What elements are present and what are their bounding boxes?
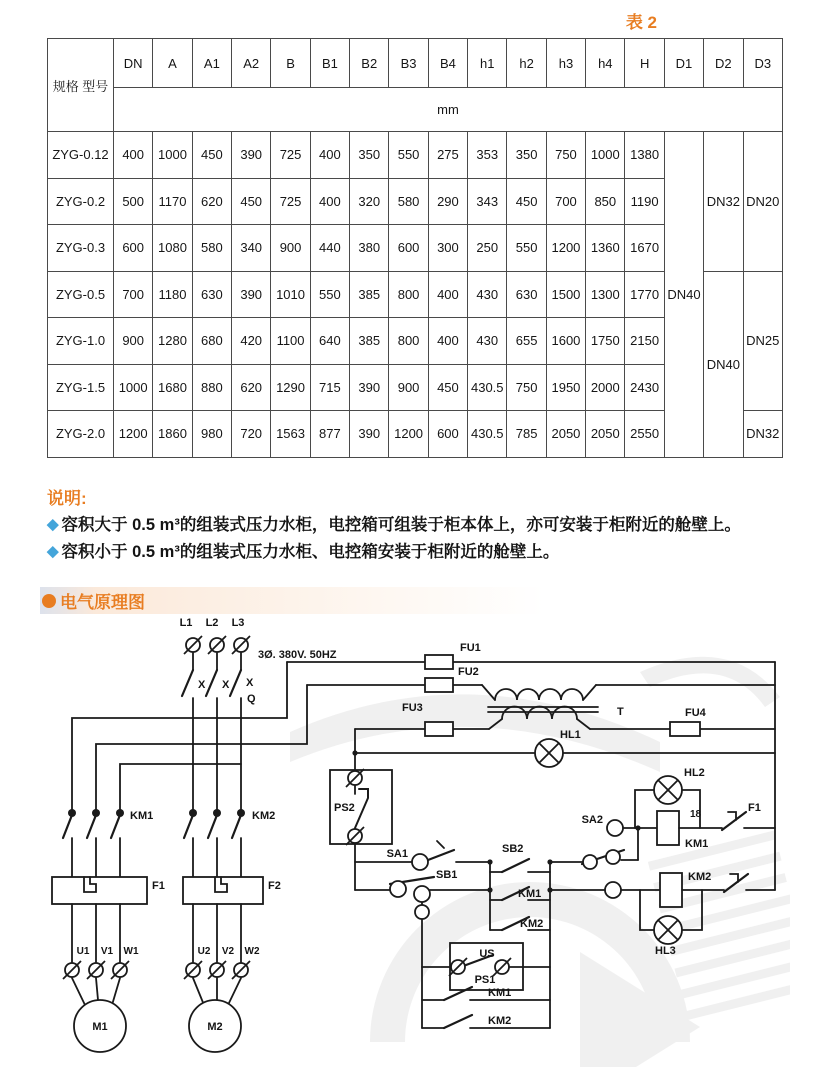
table-cell: 880 bbox=[192, 364, 231, 411]
table-cell: 580 bbox=[192, 225, 231, 272]
hl1-label: HL1 bbox=[560, 729, 581, 741]
table-cell: 750 bbox=[546, 132, 585, 179]
table-cell: 600 bbox=[428, 411, 467, 458]
table-cell: 1190 bbox=[625, 178, 664, 225]
table-cell-d2: DN32 bbox=[704, 132, 743, 272]
table-cell: 725 bbox=[271, 132, 310, 179]
table-cell: 1180 bbox=[153, 271, 192, 318]
table-cell: 800 bbox=[389, 271, 428, 318]
unit-cell: mm bbox=[114, 88, 783, 132]
table-cell: 385 bbox=[350, 271, 389, 318]
table-cell: 1360 bbox=[586, 225, 625, 272]
table-cell: 390 bbox=[350, 364, 389, 411]
ps2-label: PS2 bbox=[334, 802, 355, 814]
t-label: T bbox=[617, 706, 624, 718]
fu4-label: FU4 bbox=[685, 707, 706, 719]
table-cell: 1750 bbox=[586, 318, 625, 365]
row-header: ZYG-2.0 bbox=[48, 411, 114, 458]
diamond-bullet-icon: ◆ bbox=[47, 516, 59, 533]
sa1-label: SA1 bbox=[386, 848, 408, 860]
terminal-L3 bbox=[232, 636, 250, 654]
diamond-bullet-icon: ◆ bbox=[47, 543, 59, 560]
table-cell: 900 bbox=[114, 318, 153, 365]
table-cell: 1000 bbox=[153, 132, 192, 179]
note-item bbox=[47, 513, 802, 537]
column-header: B3 bbox=[389, 39, 428, 88]
table-cell: 980 bbox=[192, 411, 231, 458]
table-cell: 430 bbox=[468, 271, 507, 318]
table-cell: 580 bbox=[389, 178, 428, 225]
table-cell: 1670 bbox=[625, 225, 664, 272]
terminal-V1 bbox=[87, 961, 105, 979]
l3-label: L3 bbox=[231, 617, 245, 629]
table-cell: 700 bbox=[114, 271, 153, 318]
f1-label: F1 bbox=[152, 880, 165, 892]
x3-label: X bbox=[246, 677, 254, 689]
table-cell-d2: DN40 bbox=[704, 271, 743, 457]
row-header: ZYG-0.3 bbox=[48, 225, 114, 272]
row-header: ZYG-1.0 bbox=[48, 318, 114, 365]
table-cell: 620 bbox=[192, 178, 231, 225]
table-cell: 620 bbox=[232, 364, 271, 411]
table-cell: 1200 bbox=[114, 411, 153, 458]
l2-label: L2 bbox=[205, 617, 219, 629]
table-cell: 1000 bbox=[114, 364, 153, 411]
table-cell: 350 bbox=[350, 132, 389, 179]
table-cell: 1080 bbox=[153, 225, 192, 272]
table-cell: 430 bbox=[468, 318, 507, 365]
spec-table-body bbox=[48, 132, 783, 458]
fuse-FU2 bbox=[425, 678, 453, 692]
terminal-L1 bbox=[184, 636, 202, 654]
table-cell: 700 bbox=[546, 178, 585, 225]
fuse-FU4 bbox=[670, 722, 700, 736]
terminal-W2 bbox=[232, 961, 250, 979]
row-header-label: 规格 型号 bbox=[48, 39, 114, 132]
sb1-terminal-1 bbox=[390, 881, 406, 897]
table-cell: 550 bbox=[507, 225, 546, 272]
fu1-label: FU1 bbox=[460, 642, 481, 654]
table-cell: 785 bbox=[507, 411, 546, 458]
table-cell-d3: DN32 bbox=[743, 411, 783, 458]
w2-label: W2 bbox=[244, 946, 260, 957]
electrical-schematic bbox=[40, 612, 790, 1067]
table-cell: 550 bbox=[310, 271, 349, 318]
table-cell: 390 bbox=[232, 271, 271, 318]
table-cell: 630 bbox=[192, 271, 231, 318]
table-cell: 725 bbox=[271, 178, 310, 225]
table-cell: 1950 bbox=[546, 364, 585, 411]
note-text: 容积大于 0.5 m³的组装式压力水柜，电控箱可组装于柜本体上，亦可安装于柜附近的舱壁上。 bbox=[61, 516, 741, 534]
column-header: B2 bbox=[350, 39, 389, 88]
table-cell: 1200 bbox=[546, 225, 585, 272]
table-cell: 1600 bbox=[546, 318, 585, 365]
km2-coil-label: KM2 bbox=[688, 871, 712, 883]
km2-line-terminal bbox=[605, 882, 621, 898]
table-cell: 2550 bbox=[625, 411, 664, 458]
f1-contact-label: F1 bbox=[748, 802, 761, 814]
table-cell-d3: DN25 bbox=[743, 271, 783, 411]
column-header: h4 bbox=[586, 39, 625, 88]
section-header bbox=[40, 587, 600, 614]
notes-heading: 说明: bbox=[47, 489, 87, 508]
table-cell: 1200 bbox=[389, 411, 428, 458]
table-cell: 390 bbox=[350, 411, 389, 458]
table-cell: 680 bbox=[192, 318, 231, 365]
table-cell: 430.5 bbox=[468, 411, 507, 458]
terminal-18-label: 18 bbox=[690, 809, 702, 820]
sb1-label: SB1 bbox=[436, 869, 458, 881]
table-cell: 1000 bbox=[586, 132, 625, 179]
table-cell: 600 bbox=[114, 225, 153, 272]
row-header: ZYG-0.2 bbox=[48, 178, 114, 225]
table-cell: 1680 bbox=[153, 364, 192, 411]
table-cell: 400 bbox=[310, 178, 349, 225]
lamp-HL3 bbox=[654, 916, 682, 944]
column-header: h2 bbox=[507, 39, 546, 88]
table-cell: 1100 bbox=[271, 318, 310, 365]
table-cell: 715 bbox=[310, 364, 349, 411]
q-label: Q bbox=[247, 693, 256, 705]
note-item bbox=[47, 540, 802, 564]
km2-main-label: KM2 bbox=[252, 810, 276, 822]
table-cell: 2430 bbox=[625, 364, 664, 411]
table-cell: 877 bbox=[310, 411, 349, 458]
table-cell: 250 bbox=[468, 225, 507, 272]
lamp-HL1 bbox=[535, 739, 563, 767]
table-cell: 900 bbox=[389, 364, 428, 411]
table-cell: 2000 bbox=[586, 364, 625, 411]
table-cell: 600 bbox=[389, 225, 428, 272]
v1-label: V1 bbox=[100, 946, 114, 957]
section-title: 电气原理图 bbox=[60, 593, 145, 612]
sa2-label: SA2 bbox=[581, 814, 603, 826]
table-cell: 440 bbox=[310, 225, 349, 272]
us-label: US bbox=[479, 948, 495, 960]
table-header-row bbox=[48, 39, 783, 88]
circle-bullet-icon bbox=[42, 594, 56, 608]
table-row bbox=[48, 132, 783, 179]
table-cell: 640 bbox=[310, 318, 349, 365]
column-header: h3 bbox=[546, 39, 585, 88]
table-cell: 343 bbox=[468, 178, 507, 225]
spec-table bbox=[47, 38, 783, 458]
unit-row bbox=[48, 88, 783, 132]
table-cell: 1010 bbox=[271, 271, 310, 318]
fuse-FU1 bbox=[425, 655, 453, 669]
ps1-terminal-1 bbox=[449, 958, 467, 976]
table-cell: 1500 bbox=[546, 271, 585, 318]
fu2-label: FU2 bbox=[458, 666, 479, 678]
column-header: B1 bbox=[310, 39, 349, 88]
table-cell: 900 bbox=[271, 225, 310, 272]
table-cell: 275 bbox=[428, 132, 467, 179]
table-cell: 385 bbox=[350, 318, 389, 365]
column-header: A2 bbox=[232, 39, 271, 88]
row-header: ZYG-0.5 bbox=[48, 271, 114, 318]
table-cell: 380 bbox=[350, 225, 389, 272]
lamp-HL2 bbox=[654, 776, 682, 804]
sb1-terminal-2 bbox=[414, 886, 430, 902]
table-cell: 1300 bbox=[586, 271, 625, 318]
km1-aux-label: KM1 bbox=[518, 888, 542, 900]
f2-label: F2 bbox=[268, 880, 281, 892]
table-cell: 1290 bbox=[271, 364, 310, 411]
table-cell: 290 bbox=[428, 178, 467, 225]
table-cell: 1380 bbox=[625, 132, 664, 179]
column-header: DN bbox=[114, 39, 153, 88]
l1-label: L1 bbox=[179, 617, 193, 629]
column-header: A bbox=[153, 39, 192, 88]
hl2-label: HL2 bbox=[684, 767, 705, 779]
table-cell: 450 bbox=[192, 132, 231, 179]
m1-label: M1 bbox=[92, 1021, 108, 1033]
ps1-label: PS1 bbox=[474, 974, 496, 986]
column-header: D3 bbox=[743, 39, 783, 88]
row-header: ZYG-1.5 bbox=[48, 364, 114, 411]
column-header: D2 bbox=[704, 39, 743, 88]
table-cell: 500 bbox=[114, 178, 153, 225]
table-cell: 450 bbox=[232, 178, 271, 225]
table-cell: 1563 bbox=[271, 411, 310, 458]
table-cell: 550 bbox=[389, 132, 428, 179]
table-cell: 450 bbox=[507, 178, 546, 225]
km1-main-label: KM1 bbox=[130, 810, 154, 822]
table-cell: 630 bbox=[507, 271, 546, 318]
table-cell-d3: DN20 bbox=[743, 132, 783, 272]
table-cell: 400 bbox=[310, 132, 349, 179]
v2-label: V2 bbox=[221, 946, 235, 957]
table-cell: 750 bbox=[507, 364, 546, 411]
table-cell: 320 bbox=[350, 178, 389, 225]
sa2-terminal bbox=[607, 820, 623, 836]
table-cell: 800 bbox=[389, 318, 428, 365]
x2-label: X bbox=[222, 679, 230, 691]
row-header: ZYG-0.12 bbox=[48, 132, 114, 179]
table-cell: 420 bbox=[232, 318, 271, 365]
table-cell: 400 bbox=[114, 132, 153, 179]
sa1-terminal bbox=[412, 854, 428, 870]
km1-coil-label: KM1 bbox=[685, 838, 709, 850]
column-header: B4 bbox=[428, 39, 467, 88]
table-cell: 353 bbox=[468, 132, 507, 179]
table-cell: 400 bbox=[428, 271, 467, 318]
table-cell: 655 bbox=[507, 318, 546, 365]
notes-section bbox=[47, 484, 802, 567]
w1-label: W1 bbox=[123, 946, 139, 957]
table-cell: 2050 bbox=[546, 411, 585, 458]
fuse-FU3 bbox=[425, 722, 453, 736]
lower-block-terminal bbox=[415, 905, 429, 919]
table-caption: 表 2 bbox=[625, 13, 657, 32]
hl3-label: HL3 bbox=[655, 945, 676, 957]
km2-bottom-label: KM2 bbox=[488, 1015, 512, 1027]
terminal-U2 bbox=[184, 961, 202, 979]
table-cell: 430.5 bbox=[468, 364, 507, 411]
pushbutton-terminal-1 bbox=[583, 855, 597, 869]
supply-label: 3Ø. 380V. 50HZ bbox=[258, 649, 337, 661]
pushbutton-terminal-2 bbox=[606, 850, 620, 864]
km2-aux-label: KM2 bbox=[520, 918, 544, 930]
table-cell: 390 bbox=[232, 132, 271, 179]
fu3-label: FU3 bbox=[402, 702, 423, 714]
table-cell: 850 bbox=[586, 178, 625, 225]
terminal-L2 bbox=[208, 636, 226, 654]
table-cell: 350 bbox=[507, 132, 546, 179]
m2-label: M2 bbox=[207, 1021, 223, 1033]
table-cell-d1: DN40 bbox=[664, 132, 703, 458]
ps1-terminal-2 bbox=[493, 958, 511, 976]
column-header: H bbox=[625, 39, 664, 88]
table-cell: 400 bbox=[428, 318, 467, 365]
table-cell: 1280 bbox=[153, 318, 192, 365]
terminal-V2 bbox=[208, 961, 226, 979]
table-cell: 720 bbox=[232, 411, 271, 458]
u2-label: U2 bbox=[197, 946, 211, 957]
column-header: A1 bbox=[192, 39, 231, 88]
x1-label: X bbox=[198, 679, 206, 691]
column-header: h1 bbox=[468, 39, 507, 88]
table-cell: 1860 bbox=[153, 411, 192, 458]
sb2-label: SB2 bbox=[502, 843, 524, 855]
table-cell: 340 bbox=[232, 225, 271, 272]
terminal-W1 bbox=[111, 961, 129, 979]
table-cell: 2150 bbox=[625, 318, 664, 365]
table-cell: 1170 bbox=[153, 178, 192, 225]
table-cell: 300 bbox=[428, 225, 467, 272]
terminal-U1 bbox=[63, 961, 81, 979]
table-cell: 1770 bbox=[625, 271, 664, 318]
table-cell: 450 bbox=[428, 364, 467, 411]
notes-list bbox=[47, 513, 802, 564]
column-header: D1 bbox=[664, 39, 703, 88]
note-text: 容积小于 0.5 m³的组装式压力水柜、电控箱安装于柜附近的舱壁上。 bbox=[61, 543, 560, 561]
column-header: B bbox=[271, 39, 310, 88]
table-cell: 2050 bbox=[586, 411, 625, 458]
u1-label: U1 bbox=[76, 946, 90, 957]
km1-bottom-label: KM1 bbox=[488, 987, 512, 999]
